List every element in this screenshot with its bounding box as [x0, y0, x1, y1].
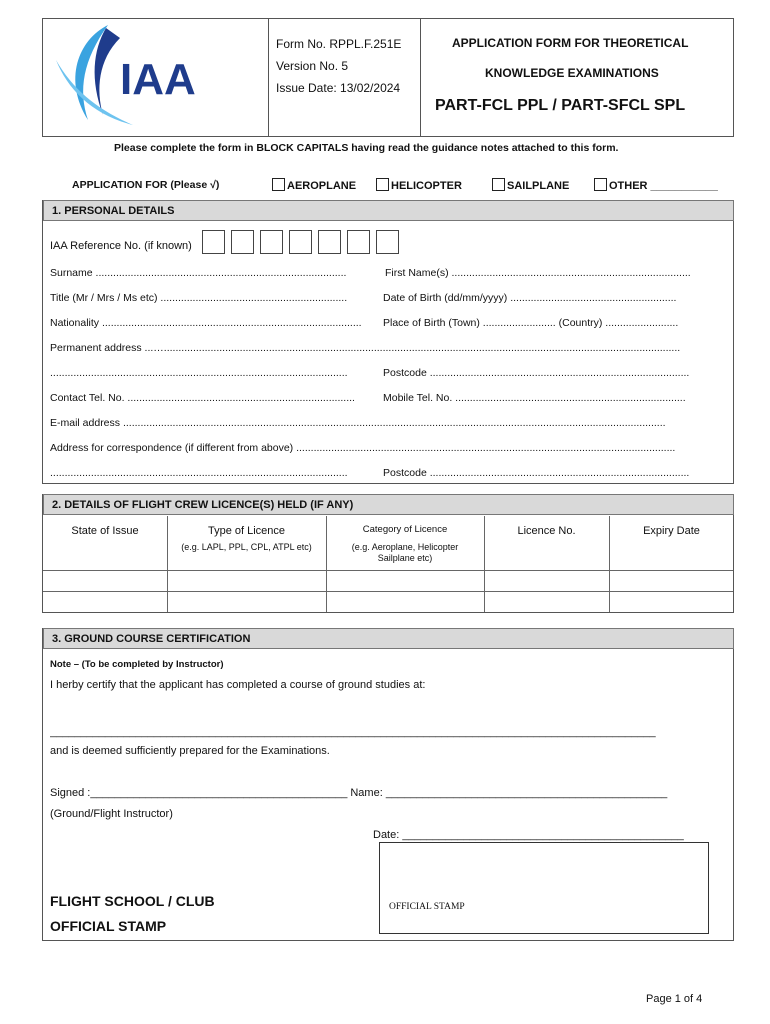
application-for-label: APPLICATION FOR (Please √) — [72, 179, 220, 191]
stamp-box[interactable] — [379, 842, 709, 934]
col-type-of-licence: Type of Licence — [207, 525, 286, 537]
first-names-field[interactable]: First Name(s) .................................................................................. — [385, 267, 691, 279]
checkbox-icon[interactable] — [376, 178, 389, 191]
email-field[interactable]: E-mail address .......................................................................................................................................................................................... — [50, 417, 666, 429]
issue-date: Issue Date: 13/02/2024 — [276, 81, 401, 95]
flight-school-label: FLIGHT SCHOOL / CLUB — [50, 893, 215, 909]
form-title-main: PART-FCL PPL / PART-SFCL SPL — [435, 97, 686, 114]
postcode-field-2[interactable]: Postcode ......................................................................................... — [383, 467, 690, 479]
checkbox-icon[interactable] — [492, 178, 505, 191]
perm-address-field[interactable]: Permanent address ...…................................................................................................................................................................................. — [50, 342, 681, 354]
ref-digit-box[interactable] — [202, 230, 225, 254]
section1-header: 1. PERSONAL DETAILS — [43, 200, 734, 221]
header-divider-2 — [420, 18, 421, 137]
corr-address-line2[interactable]: ...................................................................................................... — [50, 467, 348, 479]
col-state-of-issue: State of Issue — [71, 525, 139, 537]
contact-tel-field[interactable]: Contact Tel. No. .............................................................................. — [50, 392, 355, 404]
form-title-line2: KNOWLEDGE EXAMINATIONS — [485, 66, 659, 80]
title-field[interactable]: Title (Mr / Mrs / Ms etc) ................................................................ — [50, 292, 348, 304]
ref-digit-box[interactable] — [231, 230, 254, 254]
certify-text: I herby certify that the applicant has completed a course of ground studies at: — [50, 679, 426, 691]
instructor-label: (Ground/Flight Instructor) — [50, 808, 173, 820]
nationality-field[interactable]: Nationality ......................................................................................... — [50, 317, 362, 329]
postcode-field[interactable]: Postcode ......................................................................................... — [383, 367, 690, 379]
col-expiry-date: Expiry Date — [643, 525, 700, 537]
official-stamp-label: OFFICIAL STAMP — [50, 918, 167, 934]
ref-digit-box[interactable] — [318, 230, 341, 254]
prepared-text: and is deemed sufficiently prepared for the Examinations. — [50, 745, 330, 757]
logo-text: IAA — [120, 55, 196, 104]
ground-studies-line[interactable]: ___________________________________________________________________________________________________ — [50, 726, 656, 738]
ref-digit-box[interactable] — [289, 230, 312, 254]
col-licence-no: Licence No. — [517, 525, 576, 537]
perm-address-line2[interactable]: ...................................................................................................... — [50, 367, 348, 379]
mobile-tel-field[interactable]: Mobile Tel. No. ............................................................................... — [383, 392, 686, 404]
instructor-note: Note – (To be completed by Instructor) — [50, 659, 224, 670]
option-helicopter[interactable]: HELICOPTER — [376, 178, 462, 192]
iaa-ref-label: IAA Reference No. (if known) — [50, 240, 192, 252]
ref-digit-box[interactable] — [376, 230, 399, 254]
page-number: Page 1 of 4 — [646, 993, 703, 1005]
ref-digit-box[interactable] — [260, 230, 283, 254]
col-type-of-licence-sub: (e.g. LAPL, PPL, CPL, ATPL etc) — [181, 542, 312, 552]
col-category: Category of Licence — [362, 524, 448, 535]
instructions: Please complete the form in BLOCK CAPITALS having read the guidance notes attached to this form. — [114, 142, 619, 154]
form-number: Form No. RPPL.F.251E — [276, 37, 402, 51]
option-other[interactable]: OTHER ___________ — [594, 178, 718, 192]
date-line[interactable]: Date: ______________________________________________ — [373, 829, 684, 841]
form-title-line1: APPLICATION FORM FOR THEORETICAL — [452, 36, 689, 50]
section3-header: 3. GROUND COURSE CERTIFICATION — [43, 628, 734, 649]
surname-field[interactable]: Surname ...................................................................................... — [50, 267, 347, 279]
version-number: Version No. 5 — [276, 59, 349, 73]
dob-field[interactable]: Date of Birth (dd/mm/yyyy) ......................................................... — [383, 292, 677, 304]
stamp-box-label: OFFICIAL STAMP — [389, 902, 465, 912]
header-divider-1 — [268, 18, 269, 137]
section2-header: 2. DETAILS OF FLIGHT CREW LICENCE(S) HELD (IF ANY) — [43, 494, 734, 515]
checkbox-icon[interactable] — [594, 178, 607, 191]
col-category-sub: (e.g. Aeroplane, Helicopter Sailplane etc) — [351, 542, 459, 563]
signed-name-line[interactable]: Signed :__________________________________________ Name: ______________________________________________ — [50, 787, 668, 799]
option-sailplane[interactable]: SAILPLANE — [492, 178, 569, 192]
checkbox-icon[interactable] — [272, 178, 285, 191]
option-aeroplane[interactable]: AEROPLANE — [272, 178, 356, 192]
corr-address-field[interactable]: Address for correspondence (if different from above) .................................................................................................................................. — [50, 442, 676, 454]
pob-field[interactable]: Place of Birth (Town) ......................... (Country) ......................... — [383, 317, 679, 329]
iaa-logo — [48, 20, 218, 130]
ref-digit-box[interactable] — [347, 230, 370, 254]
